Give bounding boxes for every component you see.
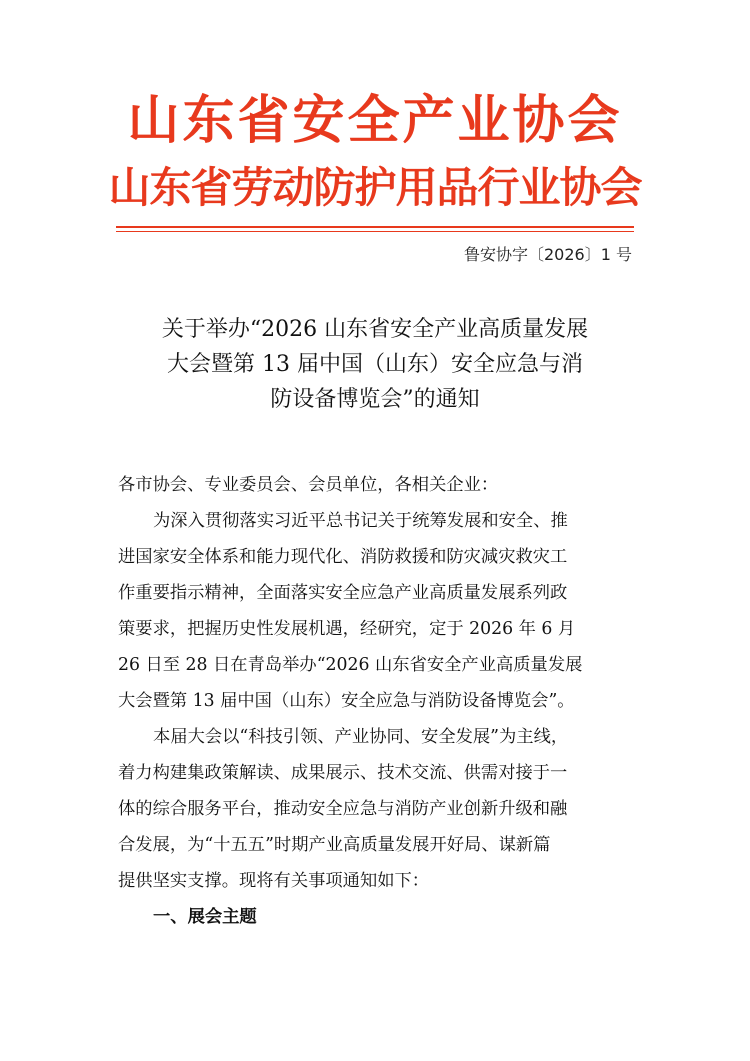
paragraph-line: 着力构建集政策解读、成果展示、技术交流、供需对接于一 [118, 763, 568, 783]
title-line: 大会暨第 13 届中国（山东）安全应急与消 [167, 352, 583, 377]
paragraph-line: 大会暨第 13 届中国（山东）安全应急与消防设备博览会”。 [118, 691, 575, 711]
section-heading: 一、展会主题 [153, 907, 257, 927]
paragraph-1 [118, 503, 638, 719]
letterhead-divider-thin [116, 231, 634, 232]
paragraph-line: 本届大会以“科技引领、产业协同、安全发展”为主线， [153, 727, 569, 747]
document-body [118, 467, 638, 935]
document-number: 鲁安协字〔2026〕1 号 [464, 245, 632, 264]
letterhead-divider-thick [116, 226, 634, 228]
paragraph-line: 作重要指示精神，全面落实安全应急产业高质量发展系列政 [118, 583, 568, 603]
document-title [104, 312, 646, 417]
paragraph-line: 体的综合服务平台，推动安全应急与消防产业创新升级和融 [118, 799, 568, 819]
paragraph-line: 合发展，为“十五五”时期产业高质量发展开好局、谋新篇 [118, 835, 551, 855]
paragraph-line: 为深入贯彻落实习近平总书记关于统筹发展和安全、推 [153, 511, 568, 531]
org-name-primary: 山东省安全产业协会 [127, 91, 623, 151]
title-line: 防设备博览会”的通知 [270, 387, 480, 412]
paragraph-2 [118, 719, 638, 899]
paragraph-line: 26 日至 28 日在青岛举办“2026 山东省安全产业高质量发展 [118, 655, 583, 675]
title-line: 关于举办“2026 山东省安全产业高质量发展 [161, 317, 589, 342]
paragraph-line: 进国家安全体系和能力现代化、消防救援和防灾减灾救灾工 [118, 547, 568, 567]
salutation: 各市协会、专业委员会、会员单位，各相关企业： [118, 475, 499, 495]
paragraph-line: 策要求，把握历史性发展机遇，经研究，定于 2026 年 6 月 [118, 619, 576, 639]
paragraph-line: 提供坚实支撑。现将有关事项通知如下： [118, 871, 430, 891]
org-name-secondary: 山东省劳动防护用品行业协会 [108, 163, 642, 212]
